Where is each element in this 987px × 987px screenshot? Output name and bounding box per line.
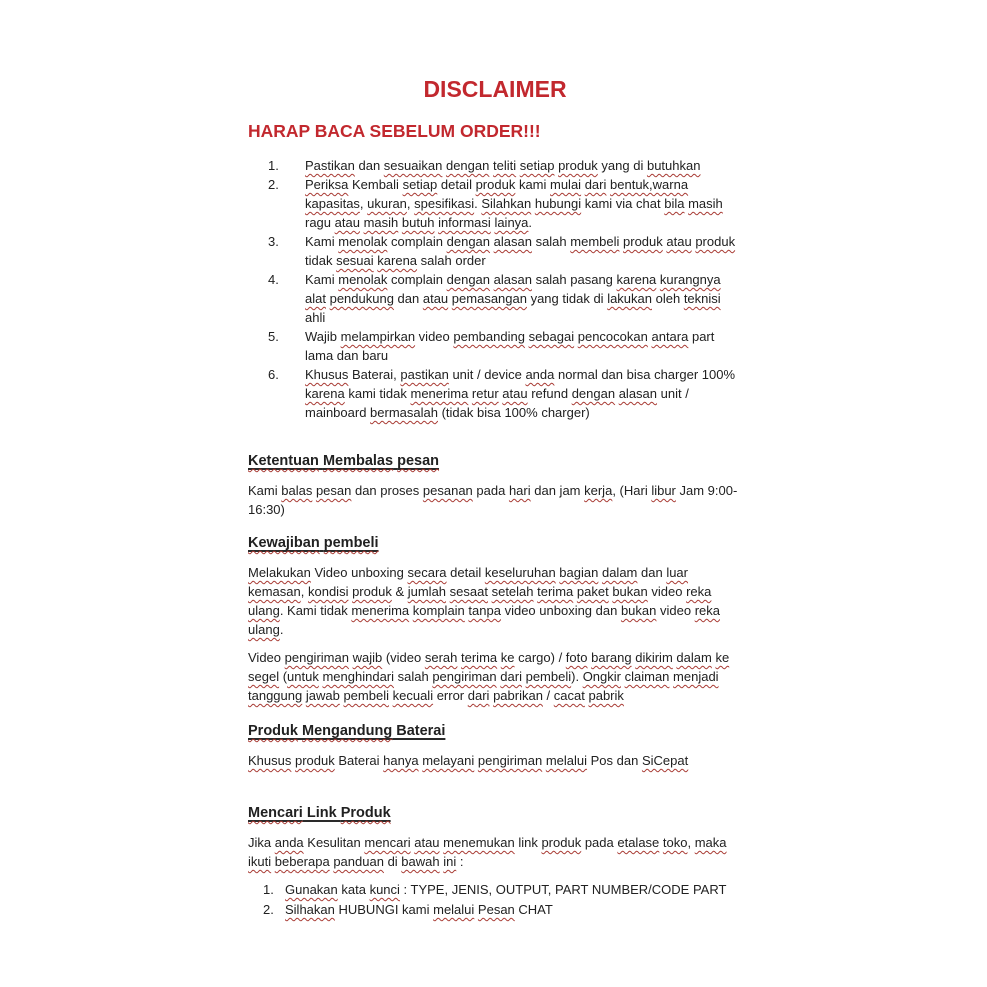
rule-item-2: Periksa Kembali setiap detail produk kami mulai dari bentuk,warna kapasitas, ukuran, spesifikasi. Silahkan hubungi kami via chat bila masih ragu atau masih butuh informasi lainya. xyxy=(305,177,723,230)
section-heading-find-product-link: Mencari Link Produk xyxy=(248,805,391,821)
section-buyer-obligations xyxy=(248,533,742,705)
disclaimer-document xyxy=(248,77,742,920)
rule-item-6: Khusus Baterai, pastikan unit / device anda normal dan bisa charger 100% karena kami tidak menerima retur atau refund dengan alasan unit / mainboard bermasalah (tidak bisa 100% charger) xyxy=(305,367,736,420)
rules-list xyxy=(248,156,742,422)
document-title: DISCLAIMER xyxy=(423,76,567,102)
rule-item-4: Kami menolak complain dengan alasan salah pasang karena kurangnya alat pendukung dan atau pemasangan yang tidak di lakukan oleh teknisi ahli xyxy=(305,272,721,325)
paragraph-link-guide-intro: Jika anda Kesulitan mencari atau menemukan link produk pada etalase toko, maka ikuti beberapa panduan di bawah ini : xyxy=(248,835,727,869)
paragraph-battery-shipping: Khusus produk Baterai hanya melayani pengiriman melalui Pos dan SiCepat xyxy=(248,753,689,768)
paragraph-unboxing-video: Melakukan Video unboxing secara detail keseluruhan bagian dalam dan luar kemasan, kondisi produk & jumlah sesaat setelah terima paket bukan video reka ulang. Kami tidak menerima komplain tanpa video unboxing dan bukan video reka ulang. xyxy=(248,565,720,637)
rule-item-3: Kami menolak complain dengan alasan salah membeli produk atau produk tidak sesuai karena salah order xyxy=(305,234,736,268)
section-reply-terms xyxy=(248,451,742,519)
section-heading-battery-products: Produk Mengandung Baterai xyxy=(248,723,446,739)
rule-item-5: Wajib melampirkan video pembanding sebagai pencocokan antara part lama dan baru xyxy=(305,329,715,363)
link-guide-step-1: Gunakan kata kunci : TYPE, JENIS, OUTPUT, PART NUMBER/CODE PART xyxy=(285,882,727,897)
link-guide-steps-list xyxy=(248,880,742,920)
section-battery-products xyxy=(248,721,742,770)
paragraph-reply-terms: Kami balas pesan dan proses pesanan pada hari dan jam kerja, (Hari libur Jam 9:00-16:30) xyxy=(248,483,738,517)
section-find-product-link xyxy=(248,803,742,920)
paragraph-shipping-video: Video pengiriman wajib (video serah terima ke cargo) / foto barang dikirim dalam ke segel (untuk menghindari salah pengiriman dari pembeli). Ongkir claiman menjadi tanggung jawab pembeli kecuali error dari pabrikan / cacat pabrik xyxy=(248,650,730,703)
link-guide-step-2: Silhakan HUBUNGI kami melalui Pesan CHAT xyxy=(285,902,553,917)
section-heading-buyer-obligations: Kewajiban pembeli xyxy=(248,535,379,551)
warning-heading: HARAP BACA SEBELUM ORDER!!! xyxy=(248,121,541,141)
rule-item-1: Pastikan dan sesuaikan dengan teliti setiap produk yang di butuhkan xyxy=(305,158,701,173)
section-heading-reply-terms: Ketentuan Membalas pesan xyxy=(248,453,440,469)
